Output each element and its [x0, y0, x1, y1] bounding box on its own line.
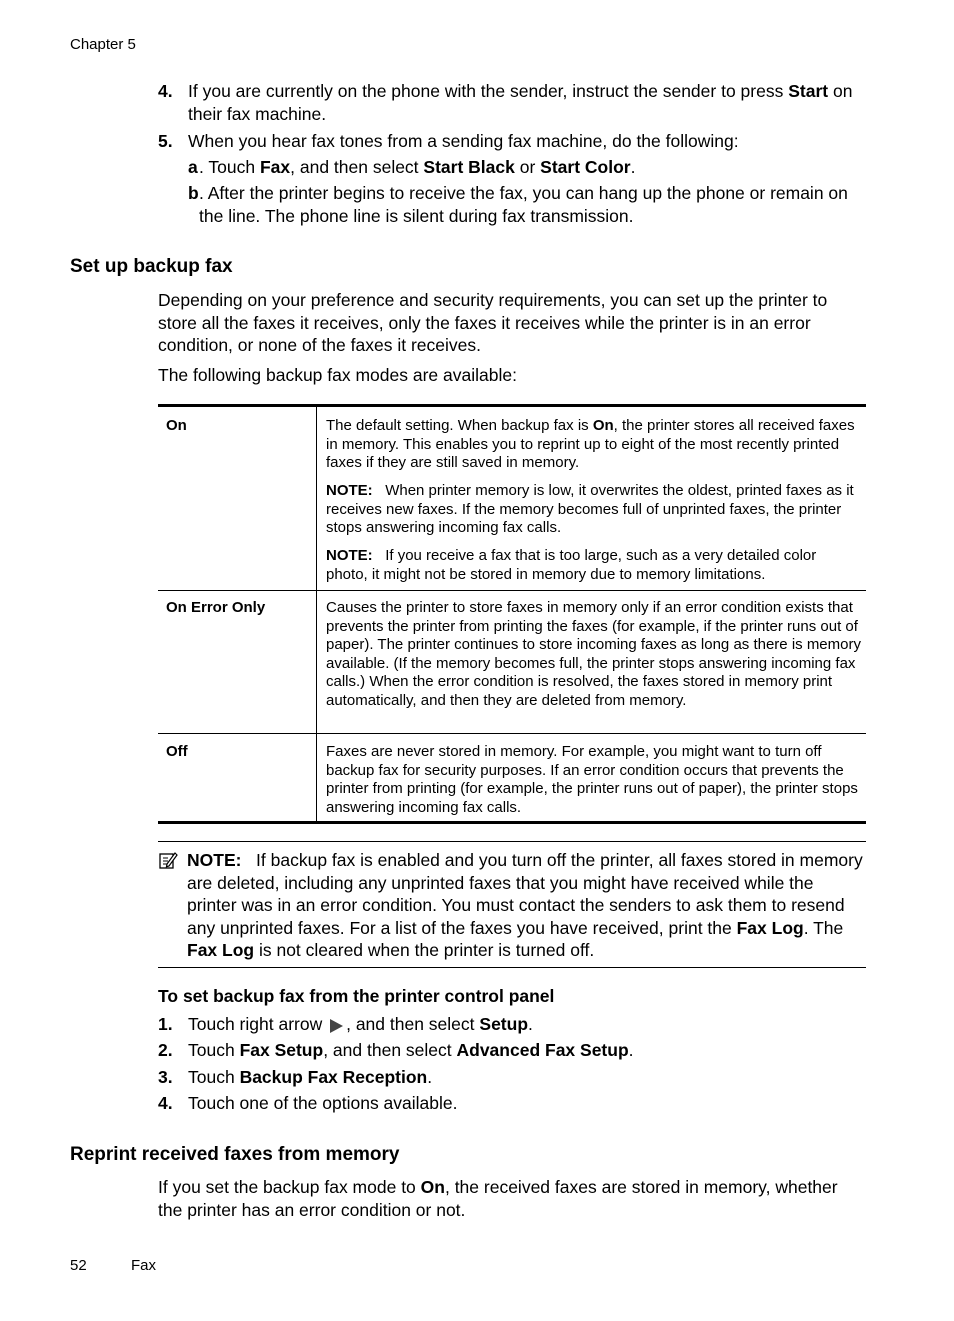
page-number: 52: [70, 1257, 87, 1274]
mode-on-error-description: Causes the printer to store faxes in memory only if an error condition exists that prevents the printer from printing the faxes (for example, if the printer runs out of paper). The printer continues to store incoming faxes as long as there is memory available. (If the memory becomes full, the printer stops answering incoming fax calls.) When the error condition is resolved, the faxes stored in memory print automatically, and then they are deleted from memory.: [326, 599, 861, 709]
mode-off-term: Off: [166, 743, 188, 760]
section-intro: Depending on your preference and security requirements, you can set up the printer to store all the faxes it receives, only the faxes it receives while the printer is in an error condition, or none of the faxes it receives.: [158, 290, 828, 355]
step-number: 4.: [158, 81, 173, 101]
note-text: NOTE: If backup fax is enabled and you turn off the printer, all faxes stored in memory are deleted, including any unprinted faxes that you might have received while the printer was in an error condition. You must contact the senders to ask them to resend any unprinted faxes. For a list of the faxes you have received, print the Fax Log. The Fax Log is not cleared when the printer is turned off.: [187, 850, 863, 960]
step-text: Touch Backup Fax Reception.: [188, 1067, 433, 1087]
mode-on-term: On: [166, 417, 187, 434]
step-text: If you are currently on the phone with the sender, instruct the sender to press Start on their fax machine.: [188, 81, 853, 124]
right-arrow-icon: [330, 1019, 343, 1033]
step-text: Touch one of the options available.: [188, 1093, 458, 1113]
column-divider: [316, 407, 317, 821]
row-divider: [158, 733, 866, 734]
mode-on-note-1: NOTE: When printer memory is low, it overwrites the oldest, printed faxes as it receives new faxes. If the memory becomes full of unprinted faxes, the printer stops answering incoming fax calls.: [326, 482, 854, 536]
mode-on-error-term: On Error Only: [166, 599, 266, 616]
step-text: Touch Fax Setup, and then select Advanced Fax Setup.: [188, 1040, 634, 1060]
substep-text: . Touch Fax, and then select Start Black or Start Color.: [199, 157, 636, 177]
step-number: 1.: [158, 1014, 173, 1034]
step-text: When you hear fax tones from a sending fax machine, do the following:: [188, 131, 739, 151]
procedure-title: To set backup fax from the printer control panel: [158, 986, 555, 1006]
mode-off-description: Faxes are never stored in memory. For example, you might want to turn off backup fax for security purposes. If an error condition occurs that prevents the printer from printing (for example, the printer runs out of paper), the printer stops answering incoming fax calls.: [326, 743, 858, 816]
step-text: Touch right arrow , and then select Setup.: [188, 1014, 533, 1034]
substep-text: . After the printer begins to receive the fax, you can hang up the phone or remain on the line. The phone line is silent during fax transmission.: [199, 183, 848, 226]
section-heading-backup-fax: Set up backup fax: [70, 256, 233, 277]
step-number: 5.: [158, 131, 173, 151]
mode-on-note-2: NOTE: If you receive a fax that is too large, such as a very detailed color photo, it might not be stored in memory due to memory limitations.: [326, 547, 817, 583]
step-number: 4.: [158, 1093, 173, 1113]
modes-intro: The following backup fax modes are available:: [158, 365, 517, 385]
note-icon: [158, 850, 178, 870]
backup-modes-table: [158, 404, 866, 824]
step-number: 3.: [158, 1067, 173, 1087]
row-divider: [158, 590, 866, 591]
mode-on-description: The default setting. When backup fax is On, the printer stores all received faxes in memory. This enables you to reprint up to eight of the most recently printed faxes if they are still saved in memory.: [326, 417, 855, 471]
reprint-intro: If you set the backup fax mode to On, the received faxes are stored in memory, whether the printer has an error condition or not.: [158, 1177, 838, 1220]
section-heading-reprint: Reprint received faxes from memory: [70, 1144, 400, 1165]
footer-section: Fax: [131, 1257, 157, 1274]
step-number: 2.: [158, 1040, 173, 1060]
chapter-label: Chapter 5: [70, 36, 136, 53]
note-box: [158, 841, 866, 968]
